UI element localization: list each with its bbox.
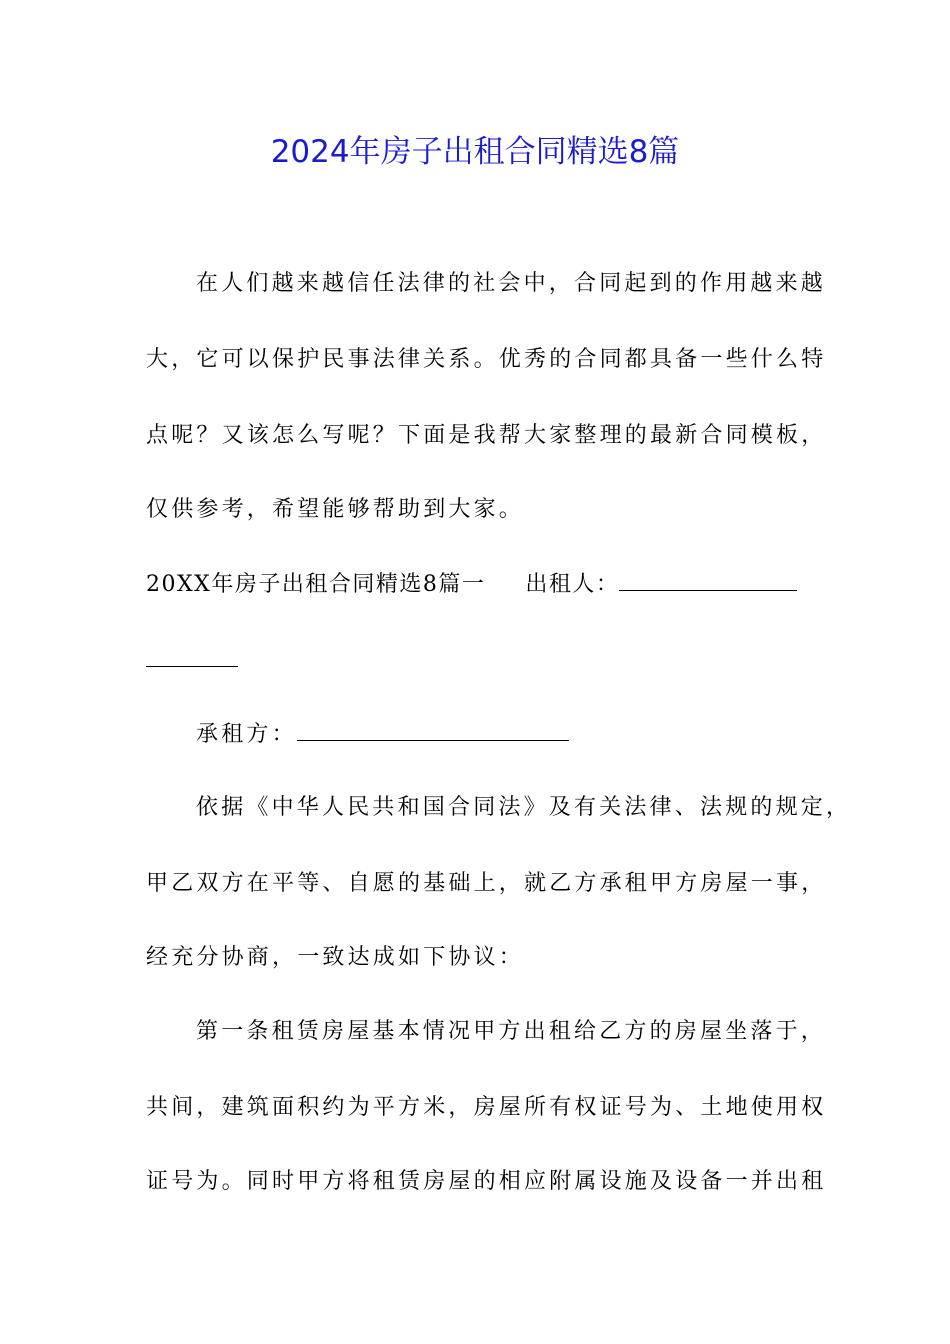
article1-line-1: 第一条租赁房屋基本情况甲方出租给乙方的房屋坐落于， bbox=[196, 1019, 827, 1044]
intro-line-2: 大，它可以保护民事法律关系。优秀的合同都具备一些什么特 bbox=[146, 347, 827, 372]
article1-line-2: 共间，建筑面积约为平方米，房屋所有权证号为、土地使用权 bbox=[146, 1095, 827, 1120]
lessee-row bbox=[196, 716, 569, 753]
basis-line-1: 依据《中华人民共和国合同法》及有关法律、法规的规定， bbox=[196, 795, 852, 820]
intro-line-3: 点呢？又该怎么写呢？下面是我帮大家整理的最新合同模板， bbox=[146, 423, 827, 448]
intro-line-1: 在人们越来越信任法律的社会中，合同起到的作用越来越 bbox=[196, 271, 827, 296]
document-title: 2024年房子出租合同精选8篇 bbox=[270, 134, 680, 170]
basis-line-2: 甲乙双方在平等、自愿的基础上，就乙方承租甲方房屋一事， bbox=[146, 871, 827, 896]
lessee-blank bbox=[297, 716, 569, 741]
intro-line-4: 仅供参考，希望能够帮助到大家。 bbox=[146, 497, 525, 522]
lessor-label: 出租人： bbox=[525, 572, 620, 597]
section-heading: 20XX年房子出租合同精选8篇一 bbox=[146, 572, 486, 597]
section-heading-row bbox=[146, 566, 797, 603]
article1-line-3: 证号为。同时甲方将租赁房屋的相应附属设施及设备一并出租 bbox=[146, 1169, 827, 1194]
lessor-blank-continued bbox=[146, 665, 238, 667]
lessor-blank bbox=[619, 566, 797, 591]
basis-line-3: 经充分协商，一致达成如下协议： bbox=[146, 945, 525, 970]
lessee-label: 承租方： bbox=[196, 722, 297, 747]
